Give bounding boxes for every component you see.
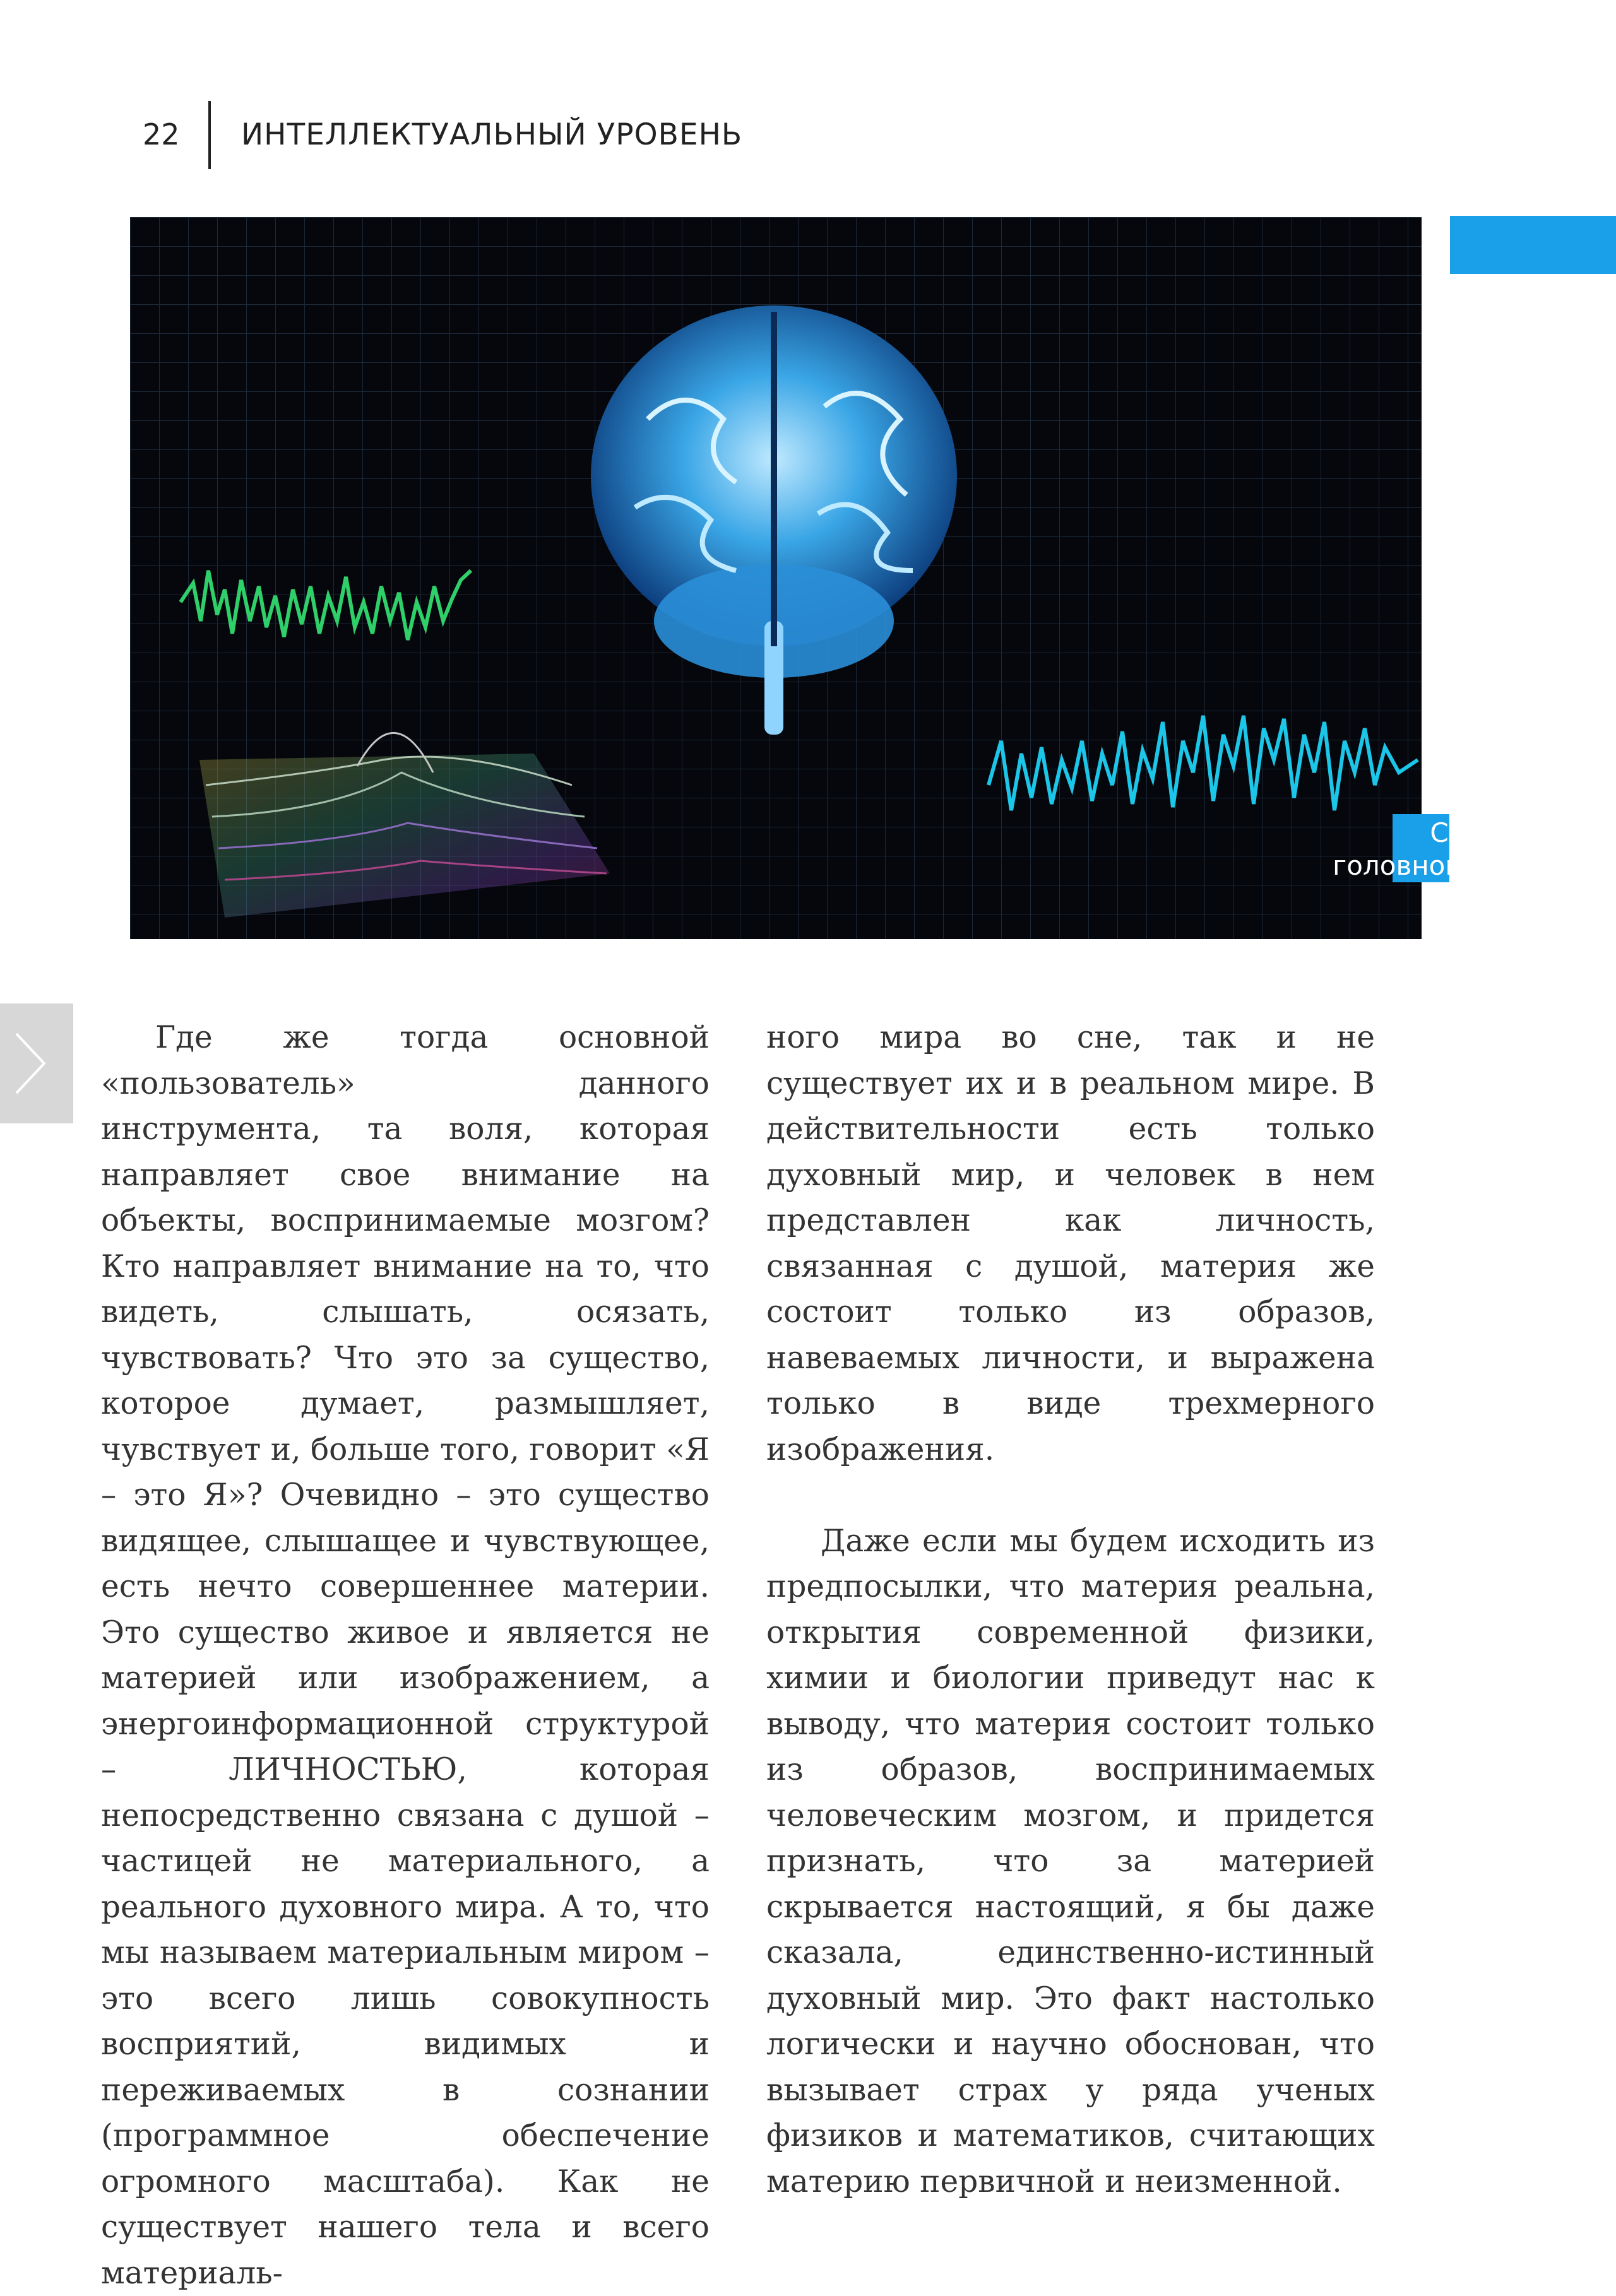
chapter-title: ИНТЕЛЛЕКТУАЛЬНЫЙ УРОВЕНЬ bbox=[241, 117, 743, 152]
paragraph-2: Даже если мы будем исходить из предпосылки, что материя реальна, открытия современной физики, химии и биологии приведут нас к выводу, что материя состоит только из образов, воспринимаемых человеческим мозгом, и придется признать, что за материей скрывается настоящий, я бы даже сказала, единственно-истинный духовный мир. Это факт настолько логически и научно обоснован, что вызывает страх у ряда ученых физиков и математиков, считающих материю первичной и неизменной. bbox=[766, 1523, 1375, 2199]
left-text-column bbox=[101, 1015, 710, 2296]
caption-line-2: головного мозга bbox=[1333, 850, 1564, 881]
paragraph-1: Где же тогда основной «пользователь» данного инструмента, та воля, которая направляет свое внимание на объекты, воспринимаемые мозгом? Кто направляет внимание на то, что видеть, слышать, осязать, чувствовать? Что это за существо, которое думает, размышляет, чувствует и, больше того, говорит «Я – это Я»? Очевидно – это существо видящее, слышащее и чувствующее, есть нечто совершеннее материи. Это существо живое и является не материей или изображением, а энергоинформационной структурой – ЛИЧНОСТЬЮ, которая непосредственно связана с душой – частицей не материального, а реального духовного мира. А то, что мы называем материальным миром – это всего лишь совокупность восприятий, видимых и переживаемых в сознании (программное обеспечение огромного масштаба). Как не существует нашего тела и всего материаль- bbox=[101, 1020, 710, 2291]
caption-line-1: Строение bbox=[1430, 817, 1564, 848]
header-divider bbox=[208, 101, 211, 169]
chevron-right-icon bbox=[0, 1003, 73, 1123]
paragraph-1-continuation: ного мира во сне, так и не существует их и в реальном мире. В действительности есть только духовный мир, и человек в нем представлен как личность, связанная с душой, материя же состоит только из образов, навеваемых личности, и выражена только в виде трехмерного изображения. bbox=[766, 1020, 1375, 1467]
right-text-column bbox=[766, 1015, 1375, 2204]
page-number: 22 bbox=[143, 117, 180, 151]
figure-caption bbox=[1185, 817, 1564, 882]
next-page-tab[interactable] bbox=[0, 1003, 73, 1123]
section-tab-marker bbox=[1450, 216, 1616, 274]
